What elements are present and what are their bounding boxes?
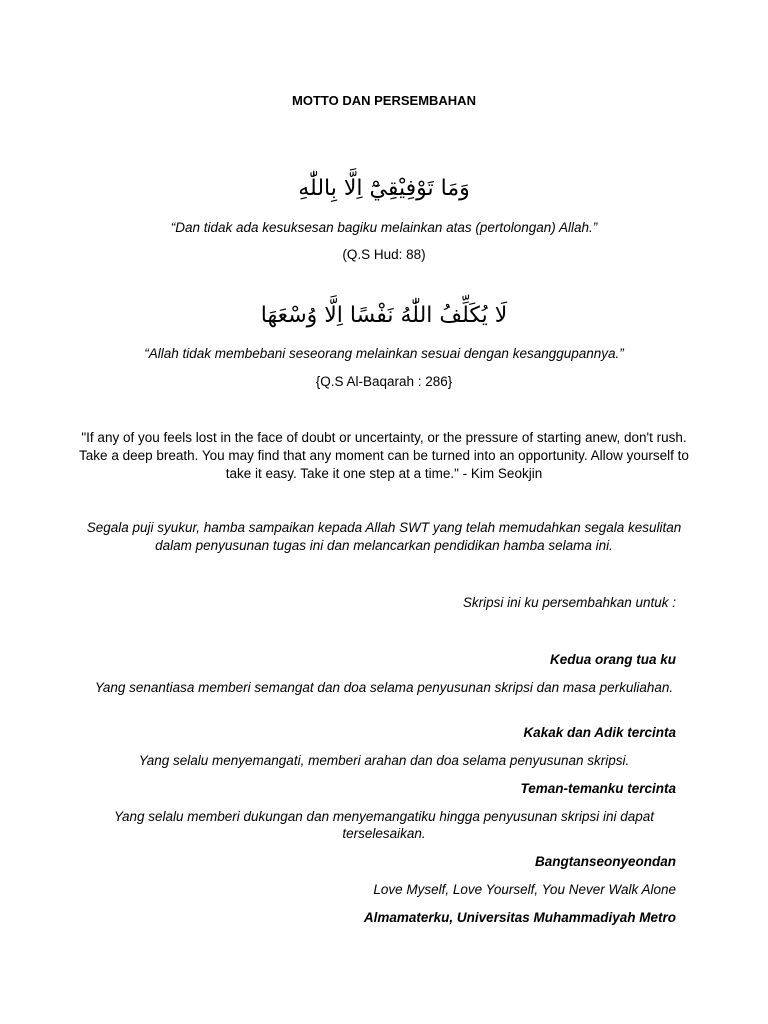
- arabic-verse-2: لَا يُكَلِّفُ اللّٰهُ نَفْسًا اِلَّا وُسْعَهَا: [260, 303, 508, 328]
- verse-reference-2: {Q.S Al-Baqarah : 286}: [315, 374, 453, 389]
- verse-translation-1: “Dan tidak ada kesuksesan bagiku melainkan atas (pertolongan) Allah.”: [170, 220, 598, 235]
- dedication-heading-siblings: Kakak dan Adik tercinta: [523, 725, 676, 740]
- dedication-heading-university: Almamaterku, Universitas Muhammadiyah Metro: [363, 910, 676, 925]
- dedication-heading-bts: Bangtanseonyeondan: [534, 854, 676, 869]
- dedication-intro: Skripsi ini ku persembahkan untuk :: [462, 595, 676, 610]
- dedication-description-siblings: Yang selalu menyemangati, memberi arahan dan doa selama penyusunan skripsi.: [138, 753, 630, 768]
- dedication-heading-parents: Kedua orang tua ku: [549, 652, 676, 667]
- page-title: MOTTO DAN PERSEMBAHAN: [292, 93, 476, 108]
- dedication-description-bts: Love Myself, Love Yourself, You Never Walk Alone: [373, 882, 676, 897]
- dedication-description-parents: Yang senantiasa memberi semangat dan doa selama penyusunan skripsi dan masa perkuliahan.: [94, 680, 674, 695]
- arabic-verse-1: وَمَا تَوْفِيْقِيْٓ اِلَّا بِاللّٰهِ: [298, 176, 470, 201]
- kim-seokjin-quote: "If any of you feels lost in the face of doubt or uncertainty, or the pressure of starting anew, don't rush. Take a deep breath. You may find that any moment can be turned into an opportunity. Allow yourself to take it easy. Take it one step at a time." - Kim Seokjin: [79, 430, 689, 481]
- gratitude-paragraph: Segala puji syukur, hamba sampaikan kepada Allah SWT yang telah memudahkan segala kesulitan dalam penyusunan tugas ini dan melancarkan pendidikan hamba selama ini.: [86, 520, 682, 553]
- verse-translation-2: “Allah tidak membebani seseorang melainkan sesuai dengan kesanggupannya.”: [144, 346, 624, 361]
- dedication-description-friends: Yang selalu memberi dukungan dan menyemangatiku hingga penyusunan skripsi ini dapat terselesaikan.: [113, 809, 655, 841]
- verse-reference-1: (Q.S Hud: 88): [342, 247, 426, 262]
- dedication-heading-friends: Teman-temanku tercinta: [520, 781, 676, 796]
